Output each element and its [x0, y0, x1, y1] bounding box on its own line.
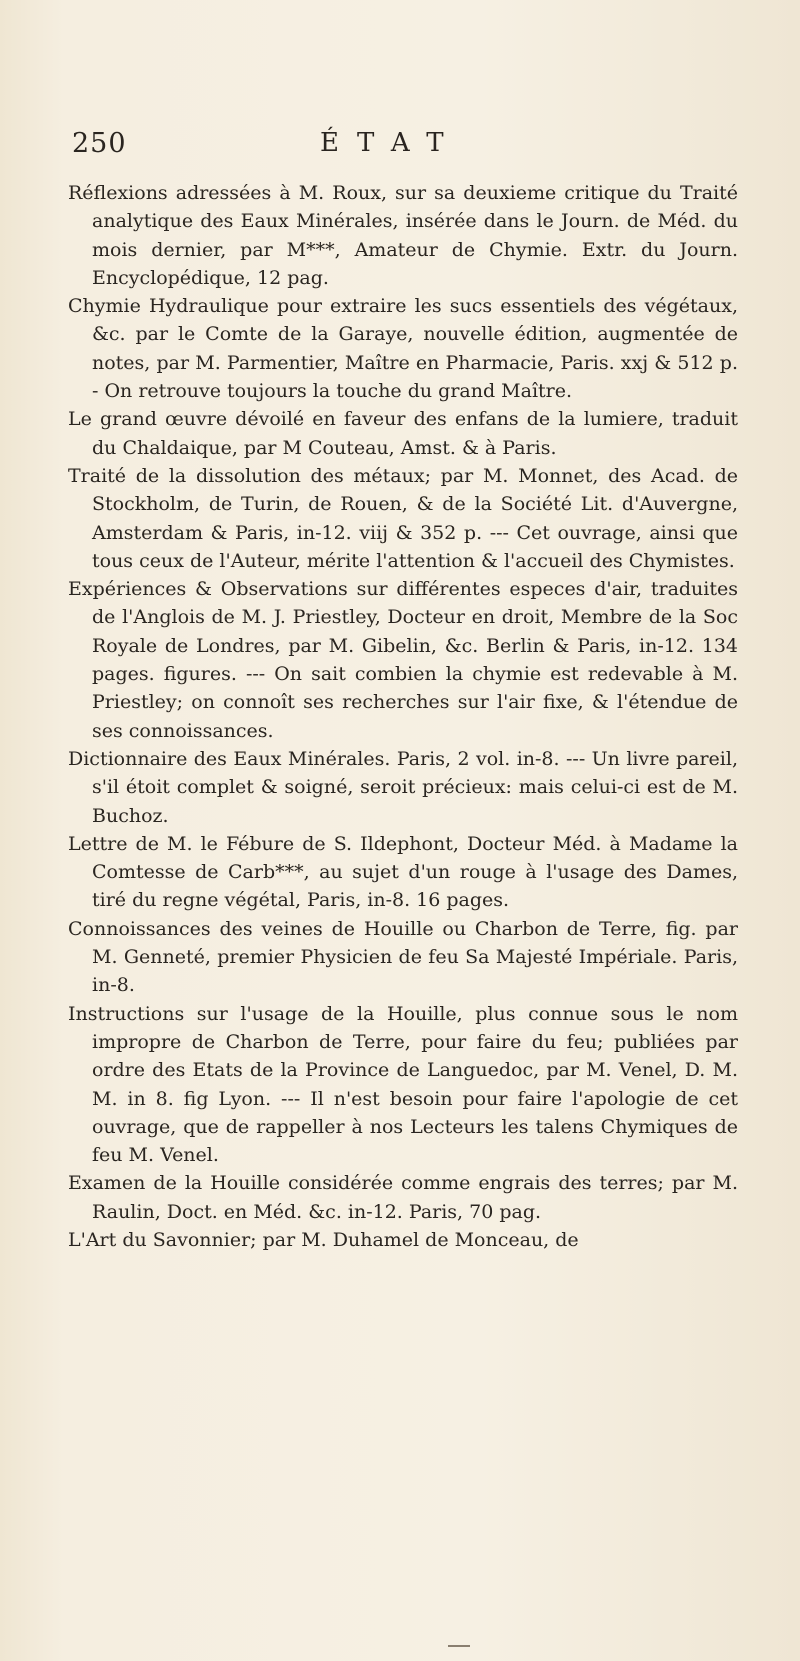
bibliography-entry: Chymie Hydraulique pour extraire les sucs essentiels des végétaux, &c. par le Comte de la Garaye, nouvelle édition, augmentée de notes, par M. Parmentier, Maître en Pharmacie, Paris. xxj & 512 p. - On retrouve toujours la touche du grand Maître. [68, 295, 738, 403]
page-number: 250 [72, 128, 127, 159]
bibliography-entry: Examen de la Houille considérée comme engrais des terres; par M. Raulin, Doct. en Méd. &c. in-12. Paris, 70 pag. [68, 1172, 738, 1223]
bottom-rule-mark [448, 1645, 470, 1647]
bibliography-entry: Dictionnaire des Eaux Minérales. Paris, 2 vol. in-8. --- Un livre pareil, s'il étoit complet & soigné, seroit précieux: mais celui-ci est de M. Buchoz. [68, 747, 738, 827]
bibliography-entry: Réflexions adressées à M. Roux, sur sa deuxieme critique du Traité analytique des Eaux Minérales, insérée dans le Journ. de Méd. du mois dernier, par M***, Amateur de Chymie. Extr. du Journ. Encyclopédique, 12 pag. [68, 182, 738, 289]
bibliography-entry: Le grand œuvre dévoilé en faveur des enfans de la lumiere, traduit du Chaldaique, par M Couteau, Amst. & à Paris. [68, 408, 738, 459]
page-header [72, 128, 752, 168]
bibliography-entry: Instructions sur l'usage de la Houille, plus connue sous le nom impropre de Charbon de Terre, pour faire du feu; publiées par ordre des Etats de la Province de Languedoc, par M. Venel, D. M. M. in 8. fig Lyon. --- Il n'est besoin pour faire l'apologie de cet ouvrage, que de rappeller à nos Lecteurs les talens Chymiques de feu M. Venel. [68, 1002, 738, 1167]
bibliography-entry: Lettre de M. le Fébure de S. Ildephont, Docteur Méd. à Madame la Comtesse de Carb***, au sujet d'un rouge à l'usage des Dames, tiré du regne végétal, Paris, in-8. 16 pages. [68, 832, 738, 912]
bibliography-entry: L'Art du Savonnier; par M. Duhamel de Monceau, de [68, 1228, 579, 1251]
bibliography-entry: Traité de la dissolution des métaux; par M. Monnet, des Acad. de Stockholm, de Turin, de Rouen, & de la Société Lit. d'Auvergne, Amsterdam & Paris, in-12. viij & 352 p. --- Cet ouvrage, ainsi que tous ceux de l'Auteur, mérite l'attention & l'accueil des Chymistes. [68, 464, 738, 572]
bibliography-entry: Connoissances des veines de Houille ou Charbon de Terre, fig. par M. Genneté, premier Physicien de feu Sa Majesté Impériale. Paris, in-8. [68, 917, 738, 997]
running-title: ÉTAT [320, 128, 462, 158]
bibliography-list [68, 179, 738, 1254]
bibliography-entry: Expériences & Observations sur différentes especes d'air, traduites de l'Anglois de M. J. Priestley, Docteur en droit, Membre de la Soc Royale de Londres, par M. Gibelin, &c. Berlin & Paris, in-12. 134 pages. figures. --- On sait combien la chymie est redevable à M. Priestley; on connoît ses recherches sur l'air fixe, & l'étendue de ses connoissances. [68, 578, 738, 742]
